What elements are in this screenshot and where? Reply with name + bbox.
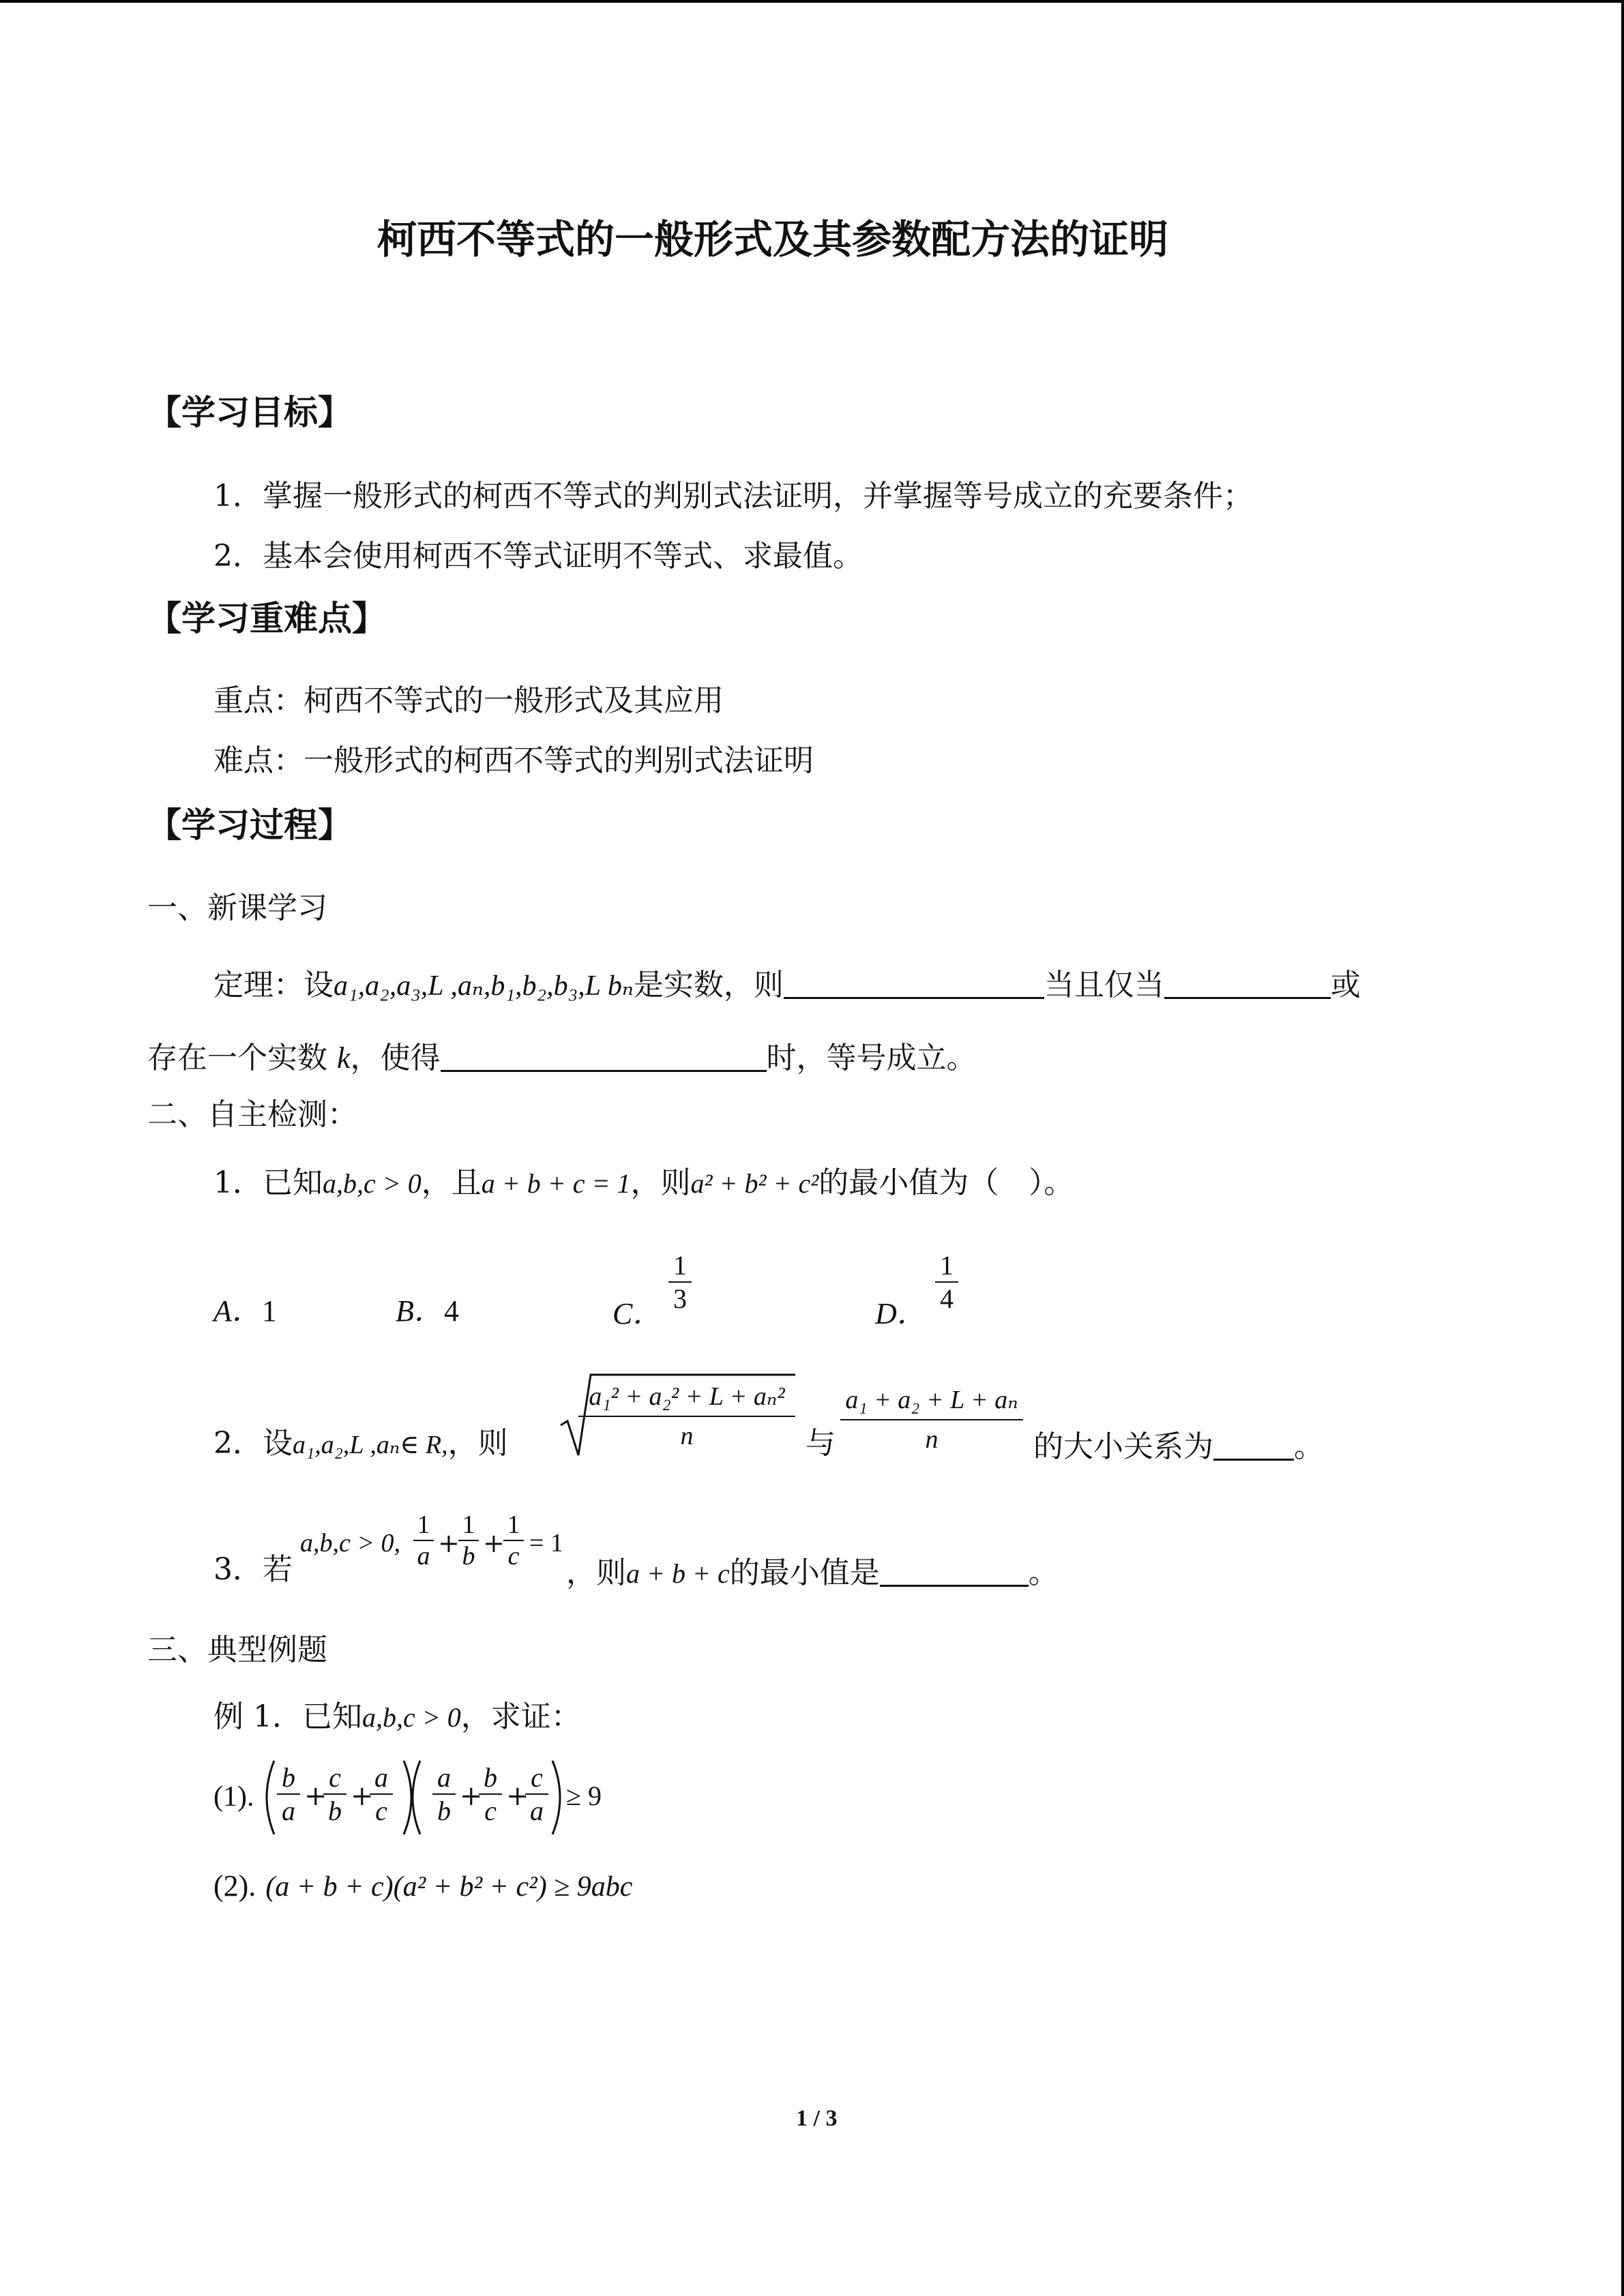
ex1-part1-label: (1). bbox=[213, 1781, 254, 1813]
q3-expression: a + b + c bbox=[626, 1558, 730, 1589]
doc-title: 柯西不等式的一般形式及其参数配方法的证明 bbox=[377, 216, 1169, 263]
q1-expression: a² + b² + c² bbox=[690, 1168, 819, 1199]
section-examples: 三、典型例题 bbox=[147, 1632, 327, 1667]
theorem-blank-3[interactable] bbox=[441, 1040, 767, 1072]
q3-fraction-b: 1 b bbox=[458, 1510, 479, 1571]
question-1 bbox=[213, 1165, 1074, 1200]
q1-option-b[interactable]: B．4 bbox=[396, 1294, 459, 1328]
q3-condition: a,b,c > 0, bbox=[300, 1529, 401, 1557]
q2-prefix: 2．设 bbox=[213, 1426, 293, 1461]
q1-condition: a,b,c > 0 bbox=[323, 1168, 422, 1199]
ex1-tail: ，求证： bbox=[460, 1699, 581, 1734]
ex1-part2-expression: (a + b + c)(a² + b² + c²) ≥ 9abc bbox=[265, 1871, 633, 1903]
ex1-f4: a b bbox=[432, 1761, 456, 1827]
theorem-variables: a₁,a₂,a₃,L ,aₙ,b₁,b₂,b₃,L bₙ bbox=[334, 970, 634, 1002]
ex1-plus-1: + bbox=[304, 1780, 327, 1812]
ex1-part1-rhs: ≥ 9 bbox=[566, 1780, 602, 1811]
q2-then: ，则 bbox=[447, 1426, 508, 1461]
theorem-line-1 bbox=[213, 967, 1361, 1000]
q3-then: ，则 bbox=[566, 1555, 626, 1590]
q3-tail: 的最小值是 bbox=[729, 1555, 880, 1590]
ex1-part2-label: (2). bbox=[213, 1869, 256, 1903]
question-2-prefix bbox=[213, 1426, 508, 1461]
ex1-part2 bbox=[213, 1871, 632, 1901]
page-right-border bbox=[1621, 0, 1624, 2296]
theorem-prefix: 定理：设 bbox=[213, 968, 334, 1002]
q1-tail: 的最小值为（ ）。 bbox=[818, 1165, 1074, 1200]
theorem-line2-a: 存在一个实数 bbox=[147, 1041, 327, 1075]
ex1-plus-2: + bbox=[351, 1780, 374, 1812]
theorem-k: k bbox=[337, 1041, 351, 1075]
q2-variables: a₁,a₂,L ,aₙ∈ R, bbox=[293, 1431, 448, 1459]
section-self-test: 二、自主检测： bbox=[147, 1097, 357, 1132]
theorem-line2-b: ，使得 bbox=[350, 1041, 441, 1075]
q3-equals-one: = 1 bbox=[529, 1529, 563, 1557]
theorem-line2-c: 时，等号成立。 bbox=[766, 1041, 977, 1075]
theorem-blank-2[interactable] bbox=[1164, 967, 1331, 999]
q3-answer-blank[interactable] bbox=[880, 1555, 1029, 1587]
focus-key-point: 重点：柯西不等式的一般形式及其应用 bbox=[213, 683, 724, 718]
q3-prefix: 3．若 bbox=[213, 1552, 293, 1587]
focus-heading: 【学习重难点】 bbox=[147, 599, 386, 638]
page-number: 1 / 3 bbox=[796, 2106, 838, 2131]
q2-mean-fraction: a₁ + a₂ + L + aₙ n bbox=[840, 1384, 1023, 1455]
q1-option-c-fraction[interactable]: 1 3 bbox=[668, 1249, 692, 1315]
theorem-mid-2: 当且仅当 bbox=[1044, 968, 1164, 1002]
process-heading: 【学习过程】 bbox=[147, 805, 352, 845]
q3-fraction-a: 1 a bbox=[413, 1510, 434, 1571]
q2-root-fraction: a₁² + a₂² + L + aₙ² n bbox=[578, 1381, 795, 1451]
ex1-f6: c a bbox=[525, 1761, 548, 1827]
question-3-tail bbox=[566, 1555, 1059, 1588]
ex1-f1: b a bbox=[277, 1761, 300, 1827]
q1-option-d-fraction[interactable]: 1 4 bbox=[935, 1249, 958, 1315]
q3-plus-1: + bbox=[438, 1528, 460, 1558]
q1-sum-condition: a + b + c = 1 bbox=[481, 1168, 631, 1199]
theorem-line-2 bbox=[147, 1040, 977, 1073]
q1-and: ，且 bbox=[421, 1165, 482, 1200]
ex1-prefix: 例 1．已知 bbox=[213, 1699, 362, 1734]
q3-plus-2: + bbox=[483, 1528, 505, 1558]
q1-then: ，则 bbox=[630, 1165, 691, 1200]
ex1-plus-4: + bbox=[506, 1780, 529, 1812]
question-2-tail bbox=[1033, 1429, 1324, 1462]
q3-fraction-c: 1 c bbox=[503, 1510, 524, 1571]
focus-difficult-point: 难点：一般形式的柯西不等式的判别式法证明 bbox=[213, 743, 814, 778]
section-new-lesson: 一、新课学习 bbox=[147, 891, 327, 925]
theorem-mid-1: 是实数，则 bbox=[633, 968, 784, 1002]
ex1-condition: a,b,c > 0 bbox=[361, 1702, 461, 1733]
q2-answer-blank[interactable] bbox=[1213, 1429, 1294, 1461]
ex1-plus-3: + bbox=[460, 1780, 483, 1812]
ex1-f2: c b bbox=[323, 1761, 346, 1827]
ex1-f3: a c bbox=[370, 1761, 393, 1827]
theorem-mid-3: 或 bbox=[1330, 968, 1361, 1002]
goal-item-1: 1．掌握一般形式的柯西不等式的判别式法证明，并掌握等号成立的充要条件； bbox=[213, 479, 1253, 513]
goals-heading: 【学习目标】 bbox=[147, 393, 352, 432]
q1-option-a[interactable]: A．1 bbox=[213, 1294, 277, 1328]
q2-end: 。 bbox=[1294, 1429, 1324, 1464]
q3-end: 。 bbox=[1028, 1555, 1059, 1590]
example-1 bbox=[213, 1699, 581, 1734]
ex1-f5: b c bbox=[479, 1761, 502, 1827]
q2-with: 与 bbox=[806, 1426, 836, 1461]
page-top-border bbox=[0, 0, 1624, 3]
goal-item-2: 2．基本会使用柯西不等式证明不等式、求最值。 bbox=[213, 539, 863, 573]
q1-option-d-label[interactable]: D． bbox=[875, 1297, 927, 1330]
q1-prefix: 1．已知 bbox=[213, 1165, 323, 1200]
q2-tail: 的大小关系为 bbox=[1033, 1429, 1213, 1464]
q1-option-c-label[interactable]: C． bbox=[612, 1297, 663, 1330]
theorem-blank-1[interactable] bbox=[784, 967, 1044, 999]
